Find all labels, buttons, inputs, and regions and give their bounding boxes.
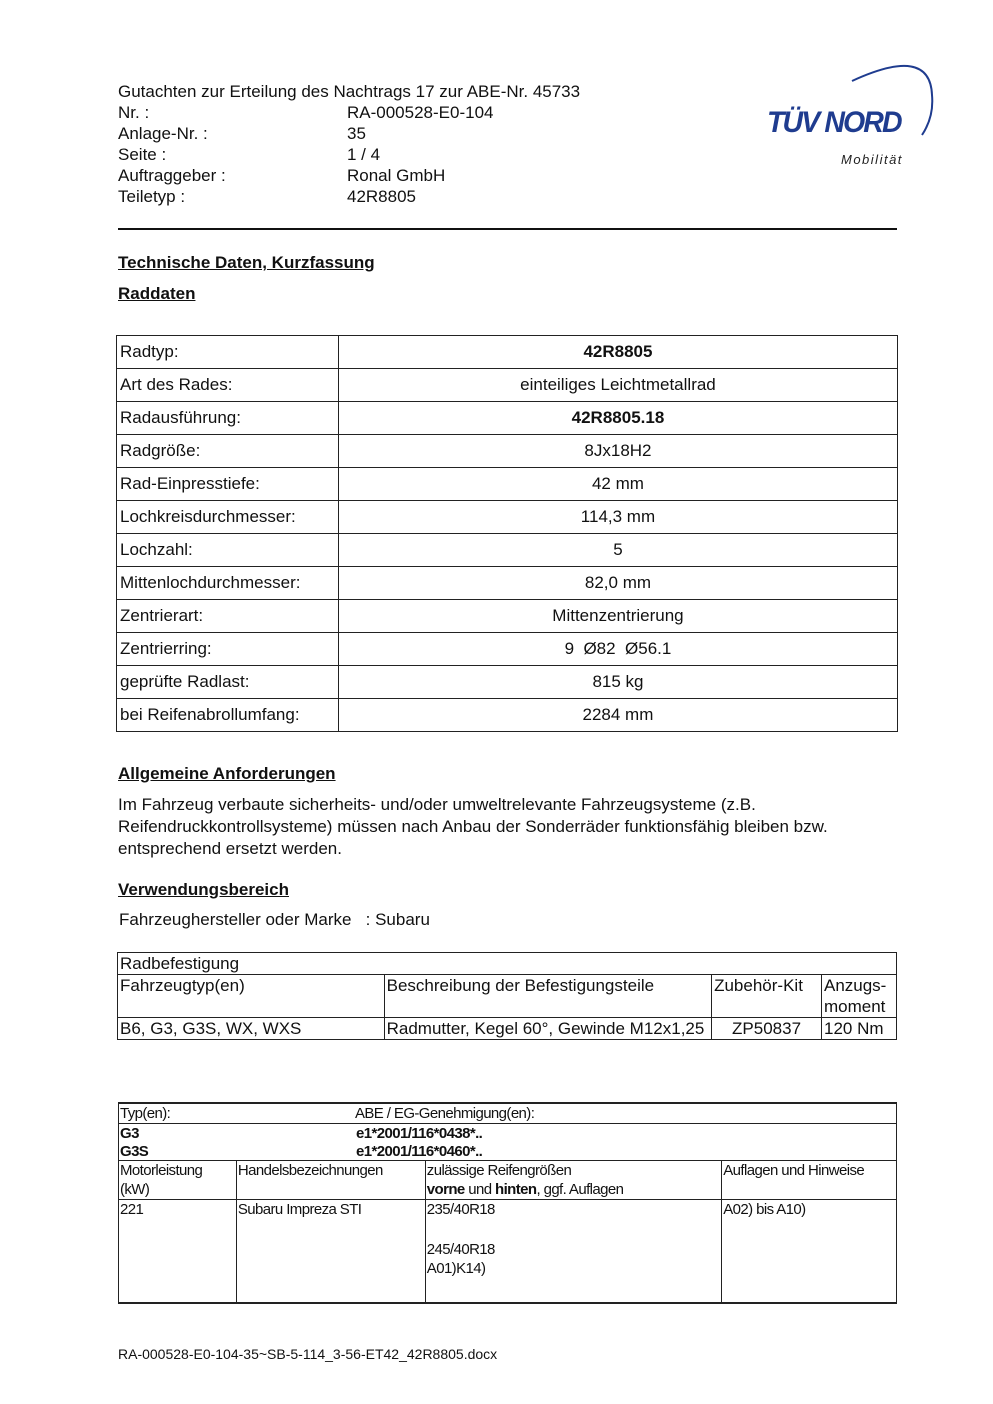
row-label: Lochzahl:	[117, 534, 339, 567]
type-name: G3S	[120, 1143, 149, 1160]
befestigung-title: Radbefestigung	[118, 953, 897, 975]
reifen-line: A01)K14)	[426, 1260, 486, 1277]
col-header-auflagen: Auflagen und Hinweise	[722, 1161, 897, 1200]
hersteller-label: Fahrzeughersteller oder Marke	[119, 910, 352, 929]
type-abe: e1*2001/116*0460*..	[356, 1143, 483, 1160]
table-row	[118, 953, 897, 975]
row-value: 9 Ø82 Ø56.1	[338, 633, 897, 666]
auflagen-suffix: , ggf. Auflagen	[536, 1181, 624, 1198]
abe-header-label: ABE / EG-Genehmigung(en):	[355, 1105, 535, 1122]
row-label: Mittenlochdurchmesser:	[117, 567, 339, 600]
hinten-label: hinten	[495, 1181, 537, 1198]
typen-table	[118, 1102, 897, 1304]
row-label: Zentrierart:	[117, 600, 339, 633]
table-header-row	[119, 1161, 897, 1200]
header-value: 1 / 4	[347, 145, 381, 164]
row-label: Radtyp:	[117, 336, 339, 369]
hersteller-value: Subaru	[375, 910, 430, 929]
reifen-line: 245/40R18	[426, 1241, 495, 1258]
row-label: Art des Rades:	[117, 369, 339, 402]
table-row	[117, 435, 898, 468]
row-label: bei Reifenabrollumfang:	[117, 699, 339, 732]
section-allgemeine: Allgemeine Anforderungen	[118, 764, 336, 783]
section-technische-daten: Technische Daten, Kurzfassung	[118, 253, 375, 272]
row-value: 8Jx18H2	[338, 435, 897, 468]
row-value: 2284 mm	[338, 699, 897, 732]
type-abe: e1*2001/116*0438*..	[356, 1125, 483, 1142]
header-label: Teiletyp :	[118, 187, 186, 206]
cell: Radmutter, Kegel 60°, Gewinde M12x1,25	[384, 1018, 711, 1040]
hersteller-line	[119, 910, 430, 930]
row-value: 5	[338, 534, 897, 567]
cell-auflagen: A02) bis A10)	[722, 1200, 897, 1304]
vorne-label: vorne	[426, 1181, 465, 1198]
cell: ZP50837	[712, 1018, 822, 1040]
tuv-nord-logo: TÜV NORD	[767, 106, 901, 139]
logo-subtitle: Mobilität	[841, 152, 903, 167]
table-row	[117, 336, 898, 369]
reifen-line: 235/40R18	[426, 1201, 495, 1218]
row-value: 42R8805	[338, 336, 897, 369]
table-row	[117, 369, 898, 402]
header-value: Ronal GmbH	[347, 166, 446, 185]
footer-filename: RA-000528-E0-104-35~SB-5-114_3-56-ET42_42R8805.docx	[118, 1346, 498, 1362]
row-value: 82,0 mm	[338, 567, 897, 600]
row-value: 42 mm	[338, 468, 897, 501]
header-value: 42R8805	[347, 187, 417, 206]
header-label: Auftraggeber :	[118, 166, 226, 185]
row-value: einteiliges Leichtmetallrad	[338, 369, 897, 402]
und-label: und	[464, 1181, 496, 1198]
typ-header	[119, 1103, 897, 1124]
befestigung-table	[117, 952, 897, 1040]
table-row	[117, 567, 898, 600]
cell-motor: 221	[119, 1200, 237, 1304]
table-header-row	[119, 1103, 897, 1124]
row-label: Zentrierring:	[117, 633, 339, 666]
table-row	[117, 534, 898, 567]
row-label: Radgröße:	[117, 435, 339, 468]
header-label: Nr. :	[118, 103, 150, 122]
col-header: Fahrzeugtyp(en)	[118, 975, 385, 1018]
cell-reifen	[425, 1200, 721, 1304]
hersteller-separator: :	[365, 910, 371, 929]
cell: 120 Nm	[821, 1018, 896, 1040]
header-label: Seite :	[118, 145, 167, 164]
table-row	[117, 666, 898, 699]
row-value: 42R8805.18	[338, 402, 897, 435]
cell-handel: Subaru Impreza STI	[236, 1200, 425, 1304]
section-verwendungsbereich: Verwendungsbereich	[118, 880, 289, 899]
row-value: Mittenzentrierung	[338, 600, 897, 633]
table-row	[117, 468, 898, 501]
typ-header-label: Typ(en):	[120, 1105, 171, 1122]
col-header-handel: Handelsbezeichnungen	[236, 1161, 425, 1200]
table-row	[119, 1200, 897, 1304]
table-row	[117, 501, 898, 534]
header-label: Anlage-Nr. :	[118, 124, 208, 143]
header-divider	[118, 228, 897, 230]
table-header-row	[118, 975, 897, 1018]
row-label: geprüfte Radlast:	[117, 666, 339, 699]
row-label: Lochkreisdurchmesser:	[117, 501, 339, 534]
document-title: Gutachten zur Erteilung des Nachtrags 17 zur ABE-Nr. 45733	[118, 82, 581, 101]
col-header-reifen	[425, 1161, 721, 1200]
raddaten-table	[116, 335, 898, 732]
row-label: Radausführung:	[117, 402, 339, 435]
row-label: Rad-Einpresstiefe:	[117, 468, 339, 501]
reifen-header-line2	[427, 1180, 720, 1199]
table-row	[119, 1124, 897, 1161]
col-header: Anzugs-moment	[821, 975, 896, 1018]
table-row	[118, 1018, 897, 1040]
table-row	[117, 402, 898, 435]
type-list	[119, 1124, 897, 1161]
col-header: Beschreibung der Befestigungsteile	[384, 975, 711, 1018]
col-header-motor: Motorleistung (kW)	[119, 1161, 237, 1200]
type-name: G3	[120, 1125, 139, 1142]
header-value: RA-000528-E0-104	[347, 103, 494, 122]
row-value: 114,3 mm	[338, 501, 897, 534]
header-value: 35	[347, 124, 366, 143]
allgemeine-paragraph: Im Fahrzeug verbaute sicherheits- und/oder umweltrelevante Fahrzeugsysteme (z.B. Reifendruckkontrollsysteme) müssen nach Anbau der Sonderräder funktionsfähig bleiben bzw. entsprechend ersetzt werden.	[118, 795, 828, 858]
table-row	[117, 633, 898, 666]
section-raddaten: Raddaten	[118, 284, 196, 303]
row-value: 815 kg	[338, 666, 897, 699]
cell: B6, G3, G3S, WX, WXS	[118, 1018, 385, 1040]
reifen-header-line1: zulässige Reifengrößen	[426, 1162, 572, 1179]
table-row	[117, 699, 898, 732]
table-row	[117, 600, 898, 633]
col-header: Zubehör-Kit	[712, 975, 822, 1018]
